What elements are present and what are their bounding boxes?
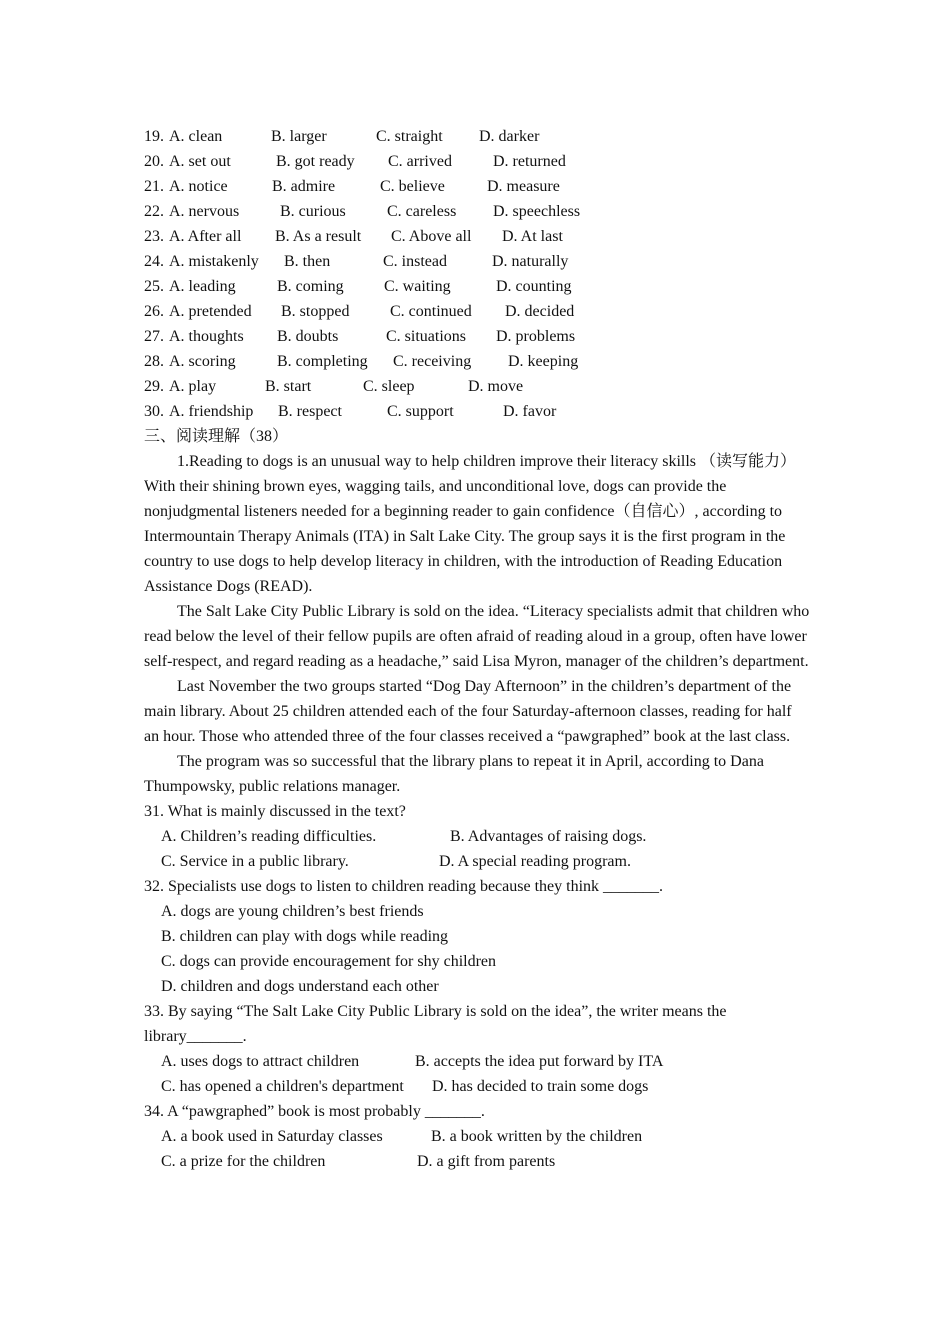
question-32-stem: 32. Specialists use dogs to listen to children reading because they think _______. xyxy=(144,878,664,895)
option-b: B. larger xyxy=(271,128,327,145)
option-d: D. speechless xyxy=(493,203,581,220)
question-33-options-row-1 xyxy=(144,1049,810,1074)
option-b: B. As a result xyxy=(275,228,362,245)
option-c: C. waiting xyxy=(384,278,451,295)
option-c: C. continued xyxy=(390,303,472,320)
option-d: D. A special reading program. xyxy=(439,853,631,870)
question-32-option-a xyxy=(144,899,810,924)
option-b: B. admire xyxy=(272,178,336,195)
option-c: C. has opened a children's department xyxy=(161,1078,404,1095)
question-number: 26. xyxy=(144,303,164,320)
option-c: C. Service in a public library. xyxy=(161,853,349,870)
question-31-stem: 31. What is mainly discussed in the text? xyxy=(144,803,406,820)
option-b: B. start xyxy=(265,378,312,395)
option-a: A. Children’s reading difficulties. xyxy=(161,828,377,845)
section-heading: 三、阅读理解（38） xyxy=(144,428,289,445)
question-number: 19. xyxy=(144,128,164,145)
option-a: A. play xyxy=(169,378,217,395)
option-a: A. After all xyxy=(169,228,242,245)
option-d: D. a gift from parents xyxy=(417,1153,556,1170)
option-c: C. instead xyxy=(383,253,447,270)
option-b: B. Advantages of raising dogs. xyxy=(450,828,647,845)
question-33-stem: 33. By saying “The Salt Lake City Public Library is sold on the idea”, the writer means the library_______. xyxy=(144,1003,727,1045)
question-34-stem: 34. A “pawgraphed” book is most probably _______. xyxy=(144,1103,485,1120)
option-d: D. favor xyxy=(503,403,557,420)
option-d: D. counting xyxy=(496,278,572,295)
option-b: B. curious xyxy=(280,203,346,220)
question-32-option-d xyxy=(144,974,810,999)
question-number: 20. xyxy=(144,153,164,170)
question-number: 21. xyxy=(144,178,164,195)
passage-paragraph-1: 1.Reading to dogs is an unusual way to help children improve their literacy skills （读写能力）With their shining brown eyes, wagging tails, and unconditional love, dogs can provide the nonjudgmental listeners needed for a beginning reader to gain confidence（自信心）, according to Intermountain Therapy Animals (ITA) in Salt Lake City. The group says it is the first program in the country to use dogs to help develop literacy in children, with the introduction of Reading Education Assistance Dogs (READ). xyxy=(144,453,797,595)
option-a: A. scoring xyxy=(169,353,236,370)
question-32-option-c xyxy=(144,949,810,974)
option-c: C. receiving xyxy=(393,353,472,370)
option-a: A. uses dogs to attract children xyxy=(161,1053,360,1070)
option-d: D. naturally xyxy=(492,253,569,270)
cloze-row-26 xyxy=(144,299,810,324)
option-d: D. has decided to train some dogs xyxy=(432,1078,649,1095)
option-a: A. notice xyxy=(169,178,228,195)
option-a: A. a book used in Saturday classes xyxy=(161,1128,383,1145)
passage-paragraph-4: The program was so successful that the library plans to repeat it in April, according to Dana Thumpowsky, public relations manager. xyxy=(144,753,764,795)
cloze-row-22 xyxy=(144,199,810,224)
option-c: C. careless xyxy=(387,203,457,220)
option-c: C. sleep xyxy=(363,378,415,395)
option-a: A. thoughts xyxy=(169,328,244,345)
option-b: B. completing xyxy=(277,353,368,370)
option-a: A. mistakenly xyxy=(169,253,259,270)
cloze-row-25 xyxy=(144,274,810,299)
option-b: B. then xyxy=(284,253,331,270)
option-b: B. respect xyxy=(278,403,342,420)
option-a: A. set out xyxy=(169,153,231,170)
option-d: D. darker xyxy=(479,128,540,145)
option-a: A. clean xyxy=(169,128,223,145)
question-number: 29. xyxy=(144,378,164,395)
question-31-options-row-1 xyxy=(144,824,810,849)
option-c: C. straight xyxy=(376,128,443,145)
cloze-row-23 xyxy=(144,224,810,249)
question-number: 23. xyxy=(144,228,164,245)
question-number: 24. xyxy=(144,253,164,270)
cloze-row-24 xyxy=(144,249,810,274)
option-c: C. dogs can provide encouragement for shy children xyxy=(161,953,497,970)
page-content xyxy=(144,124,810,1174)
passage-paragraph-2: The Salt Lake City Public Library is sold on the idea. “Literacy specialists admit that children who read below the level of their fellow pupils are often afraid of reading aloud in a group, often have lower self-respect, and regard reading as a headache,” said Lisa Myron, manager of the children’s department. xyxy=(144,603,810,670)
option-b: B. accepts the idea put forward by ITA xyxy=(415,1053,664,1070)
option-b: B. children can play with dogs while reading xyxy=(161,928,449,945)
option-b: B. coming xyxy=(277,278,344,295)
option-b: B. a book written by the children xyxy=(431,1128,643,1145)
cloze-row-21 xyxy=(144,174,810,199)
question-number: 22. xyxy=(144,203,164,220)
option-d: D. keeping xyxy=(508,353,579,370)
question-number: 25. xyxy=(144,278,164,295)
cloze-row-19 xyxy=(144,124,810,149)
option-a: A. leading xyxy=(169,278,236,295)
option-d: D. problems xyxy=(496,328,576,345)
cloze-row-29 xyxy=(144,374,810,399)
passage-paragraph-3: Last November the two groups started “Dog Day Afternoon” in the children’s department of the main library. About 25 children attended each of the four Saturday-afternoon classes, reading for half an hour. Those who attended three of the four classes received a “pawgraphed” book at the last class. xyxy=(144,678,792,745)
option-a: A. dogs are young children’s best friends xyxy=(161,903,424,920)
option-a: A. friendship xyxy=(169,403,254,420)
cloze-row-27 xyxy=(144,324,810,349)
option-d: D. returned xyxy=(493,153,566,170)
option-c: C. believe xyxy=(380,178,445,195)
option-d: D. At last xyxy=(502,228,563,245)
option-d: D. children and dogs understand each other xyxy=(161,978,439,995)
option-d: D. decided xyxy=(505,303,575,320)
question-31-options-row-2 xyxy=(144,849,810,874)
question-number: 30. xyxy=(144,403,164,420)
question-33-options-row-2 xyxy=(144,1074,810,1099)
cloze-row-28 xyxy=(144,349,810,374)
option-c: C. arrived xyxy=(388,153,452,170)
option-d: D. measure xyxy=(487,178,560,195)
cloze-row-20 xyxy=(144,149,810,174)
option-b: B. stopped xyxy=(281,303,350,320)
option-b: B. got ready xyxy=(276,153,355,170)
question-34-options-row-2 xyxy=(144,1149,810,1174)
option-d: D. move xyxy=(468,378,524,395)
question-number: 27. xyxy=(144,328,164,345)
question-number: 28. xyxy=(144,353,164,370)
option-c: C. support xyxy=(387,403,454,420)
option-a: A. nervous xyxy=(169,203,240,220)
option-c: C. a prize for the children xyxy=(161,1153,326,1170)
cloze-row-30 xyxy=(144,399,810,424)
question-34-options-row-1 xyxy=(144,1124,810,1149)
option-c: C. Above all xyxy=(391,228,472,245)
option-c: C. situations xyxy=(386,328,467,345)
option-b: B. doubts xyxy=(277,328,339,345)
question-32-option-b xyxy=(144,924,810,949)
option-a: A. pretended xyxy=(169,303,252,320)
